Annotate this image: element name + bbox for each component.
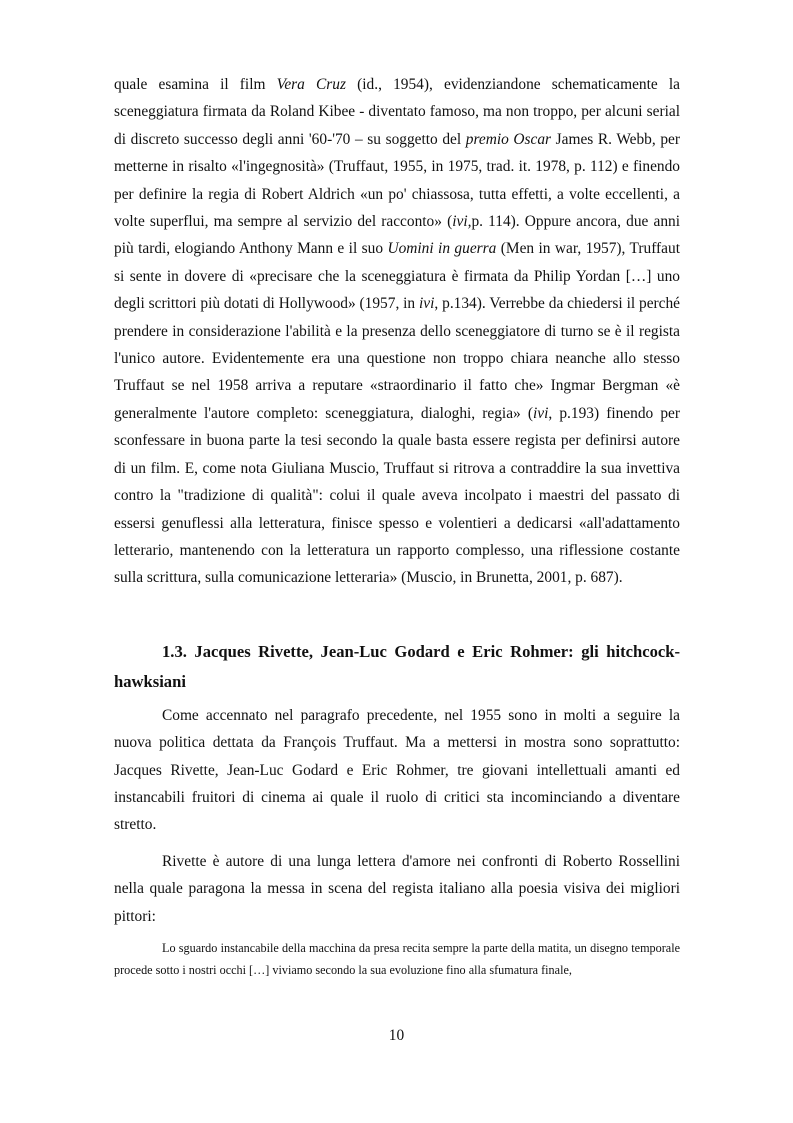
text-run: (id., 1954), evidenziandone schematicamente la sceneggiatura firmata da Roland Kibee - diventato famoso, ma non troppo, per alcuni serial di discreto successo degli anni '60-'70 – su soggetto del xyxy=(114,76,681,148)
italic-text: Vera Cruz xyxy=(276,76,346,93)
paragraph-continuation xyxy=(114,71,680,592)
text-run: , p.134). Verrebbe da chiedersi il perché prendere in considerazione l'abilità e la presenza dello sceneggiatore di turno se è il regista l'unico autore. Evidentemente era una questione non troppo chiara neanche allo stesso Truffaut se nel 1958 arriva a reputare «straordinario il fatto che» Ingmar Bergman «è generalmente l'autore completo: sceneggiatura, dialoghi, regia» ( xyxy=(114,295,681,422)
document-page xyxy=(114,71,680,982)
italic-text: ivi xyxy=(532,404,549,422)
italic-text: Uomini in guerra xyxy=(387,240,497,258)
text-run: (Men in war, 1957), Truffaut si sente in dovere di «precisare che la sceneggiatura è firmata da Philip Yordan […] uno degli scrittori più dotati di Hollywood» (1957, in xyxy=(114,240,680,313)
italic-text: ivi xyxy=(419,295,435,313)
italic-text: ivi, xyxy=(452,213,472,231)
text-run: James R. Webb, per metterne in risalto «l'ingegnosità» (Truffaut, 1955, in 1975, trad. it. 1978, p. 112) e finendo per definire la regia di Robert Aldrich «un po' chiassosa, tutta effetti, a volte eccellenti, a volte superflui, ma sempre al servizio del racconto» ( xyxy=(114,130,680,231)
text-run: , p.193) finendo per sconfessare in buona parte la tesi secondo la quale basta essere regista per definirsi autore di un film. E, come nota Giuliana Muscio, Truffaut si ritrova a contraddire la sua invettiva contro la "tradizione di qualità": colui il quale aveva incolpato i maestri del passato di essersi genuflessi alla letteratura, finisce spesso e volentieri a dedicarsi «all'adattamento letterario, mantenendo con la letteratura un rapporto complesso, una riflessione costante sulla scrittura, sulla comunicazione letteraria» (Muscio, in Brunetta, 2001, p. 687). xyxy=(114,404,680,587)
paragraph-rivette: Rivette è autore di una lunga lettera d'amore nei confronti di Roberto Rossellini nella quale paragona la messa in scena del regista italiano alla poesia visiva dei migliori pittori: xyxy=(114,852,680,925)
block-quote: Lo sguardo instancabile della macchina da presa recita sempre la parte della matita, un disegno temporale procede sotto i nostri occhi […] viviamo secondo la sua evoluzione fino alla sfumatura finale, xyxy=(114,940,680,978)
text-run: p. 114). Oppure ancora, due anni più tardi, elogiando Anthony Mann e il suo xyxy=(114,213,680,258)
page-number: 10 xyxy=(388,1027,405,1044)
paragraph-intro: Come accennato nel paragrafo precedente, nel 1955 sono in molti a seguire la nuova politica dettata da François Truffaut. Ma a mettersi in mostra sono soprattutto: Jacques Rivette, Jean-Luc Godard e Eric Rohmer, tre giovani intellettuali amanti ed instancabili fruitori di cinema ai quale il ruolo di critici sta incominciando a diventare stretto. xyxy=(114,706,680,834)
italic-text: premio Oscar xyxy=(465,130,552,148)
section-heading: 1.3. Jacques Rivette, Jean-Luc Godard e Eric Rohmer: gli hitchcock-hawksiani xyxy=(114,641,680,691)
text-run: quale esamina il film xyxy=(114,76,277,93)
